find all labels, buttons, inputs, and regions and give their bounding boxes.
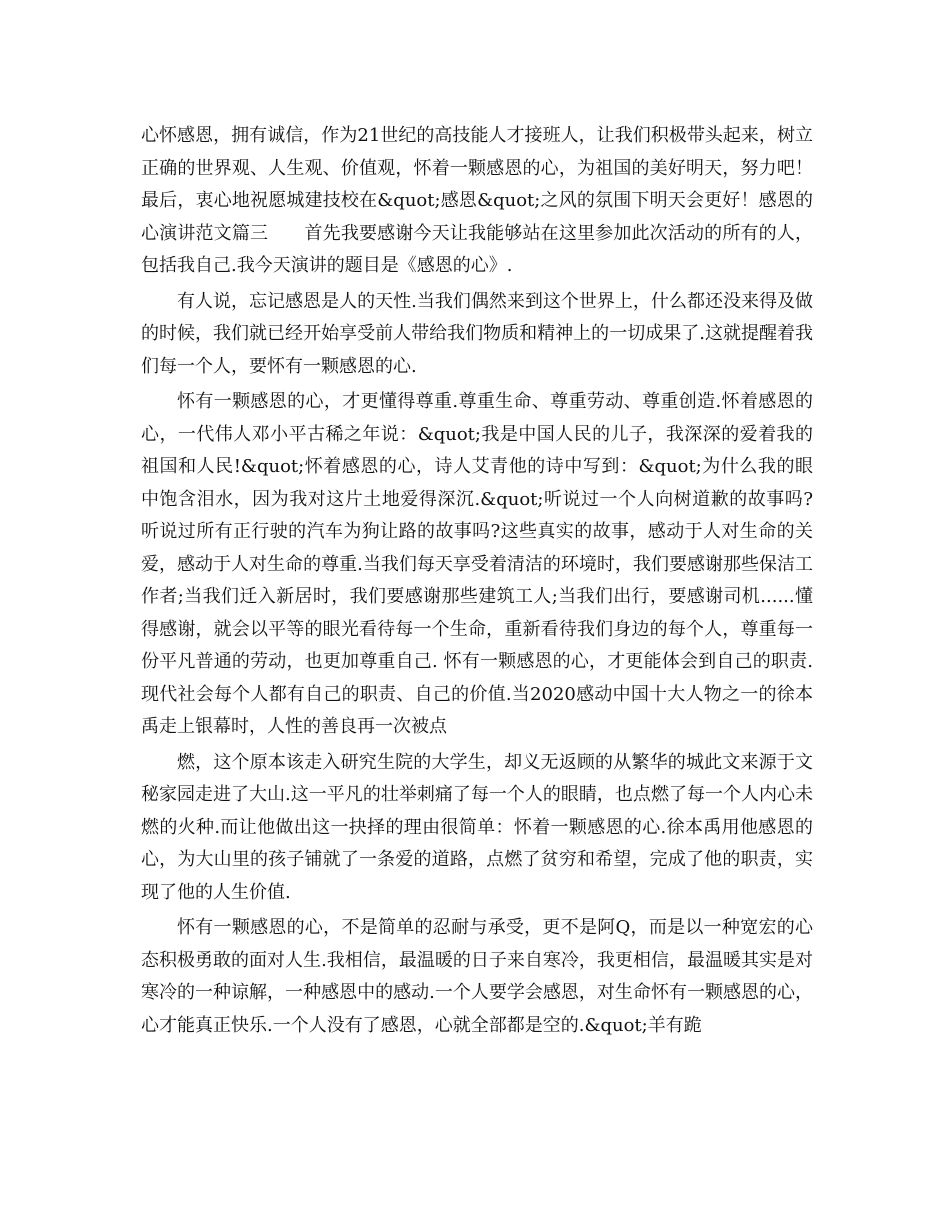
paragraph-1: 心怀感恩，拥有诚信，作为21世纪的高技能人才接班人，让我们积极带头起来，树立正确的世界观、人生观、价值观，怀着一颗感恩的心，为祖国的美好明天，努力吧！最后，衷心地祝愿城建技校在&quot;感恩&quot;之风的氛围下明天会更好！感恩的心演讲范文篇三 首先我要感谢今天让我能够站在这里参加此次活动的所有的人，包括我自己.我今天演讲的题目是《感恩的心》.: [141, 125, 813, 276]
document-body: [141, 120, 813, 1045]
paragraph-2: 有人说，忘记感恩是人的天性.当我们偶然来到这个世界上，什么都还没来得及做的时候，我们就已经开始享受前人带给我们物质和精神上的一切成果了.这就提醒着我们每一个人，要怀有一颗感恩的心.: [141, 290, 813, 377]
paragraph-4: 燃，这个原本该走入研究生院的大学生，却义无返顾的从繁华的城此文来源于文秘家园走进了大山.这一平凡的壮举刺痛了每一个人的眼睛，也点燃了每一个人内心未燃的火种.而让他做出这一抉择的理由很简单：怀着一颗感恩的心.徐本禹用他感恩的心，为大山里的孩子铺就了一条爱的道路，点燃了贫穷和希望，完成了他的职责，实现了他的人生价值.: [141, 751, 813, 903]
paragraph-3: 怀有一颗感恩的心，才更懂得尊重.尊重生命、尊重劳动、尊重创造.怀着感恩的心，一代伟人邓小平古稀之年说：&quot;我是中国人民的儿子，我深深的爱着我的祖国和人民!&quot;怀着感恩的心，诗人艾青他的诗中写到：&quot;为什么我的眼中饱含泪水，因为我对这片土地爱得深沉.&quot;听说过一个人向树道歉的故事吗?听说过所有正行驶的汽车为狗让路的故事吗?这些真实的故事，感动于人对生命的关爱，感动于人对生命的尊重.当我们每天享受着清洁的环境时，我们要感谢那些保洁工作者;当我们迁入新居时，我们要感谢那些建筑工人;当我们出行，要感谢司机......懂得感谢，就会以平等的眼光看待每一个生命，重新看待我们身边的每个人，尊重每一份平凡普通的劳动，也更加尊重自己. 怀有一颗感恩的心，才更能体会到自己的职责.现代社会每个人都有自己的职责、自己的价值.当2020感动中国十大人物之一的徐本禹走上银幕时，人性的善良再一次被点: [141, 391, 813, 737]
paragraph-5: 怀有一颗感恩的心，不是简单的忍耐与承受，更不是阿Q，而是以一种宽宏的心态积极勇敢的面对人生.我相信，最温暖的日子来自寒冷，我更相信，最温暖其实是对寒冷的一种谅解，一种感恩中的感动.一个人要学会感恩，对生命怀有一颗感恩的心，心才能真正快乐.一个人没有了感恩，心就全部都是空的.&quot;羊有跪: [141, 917, 813, 1036]
